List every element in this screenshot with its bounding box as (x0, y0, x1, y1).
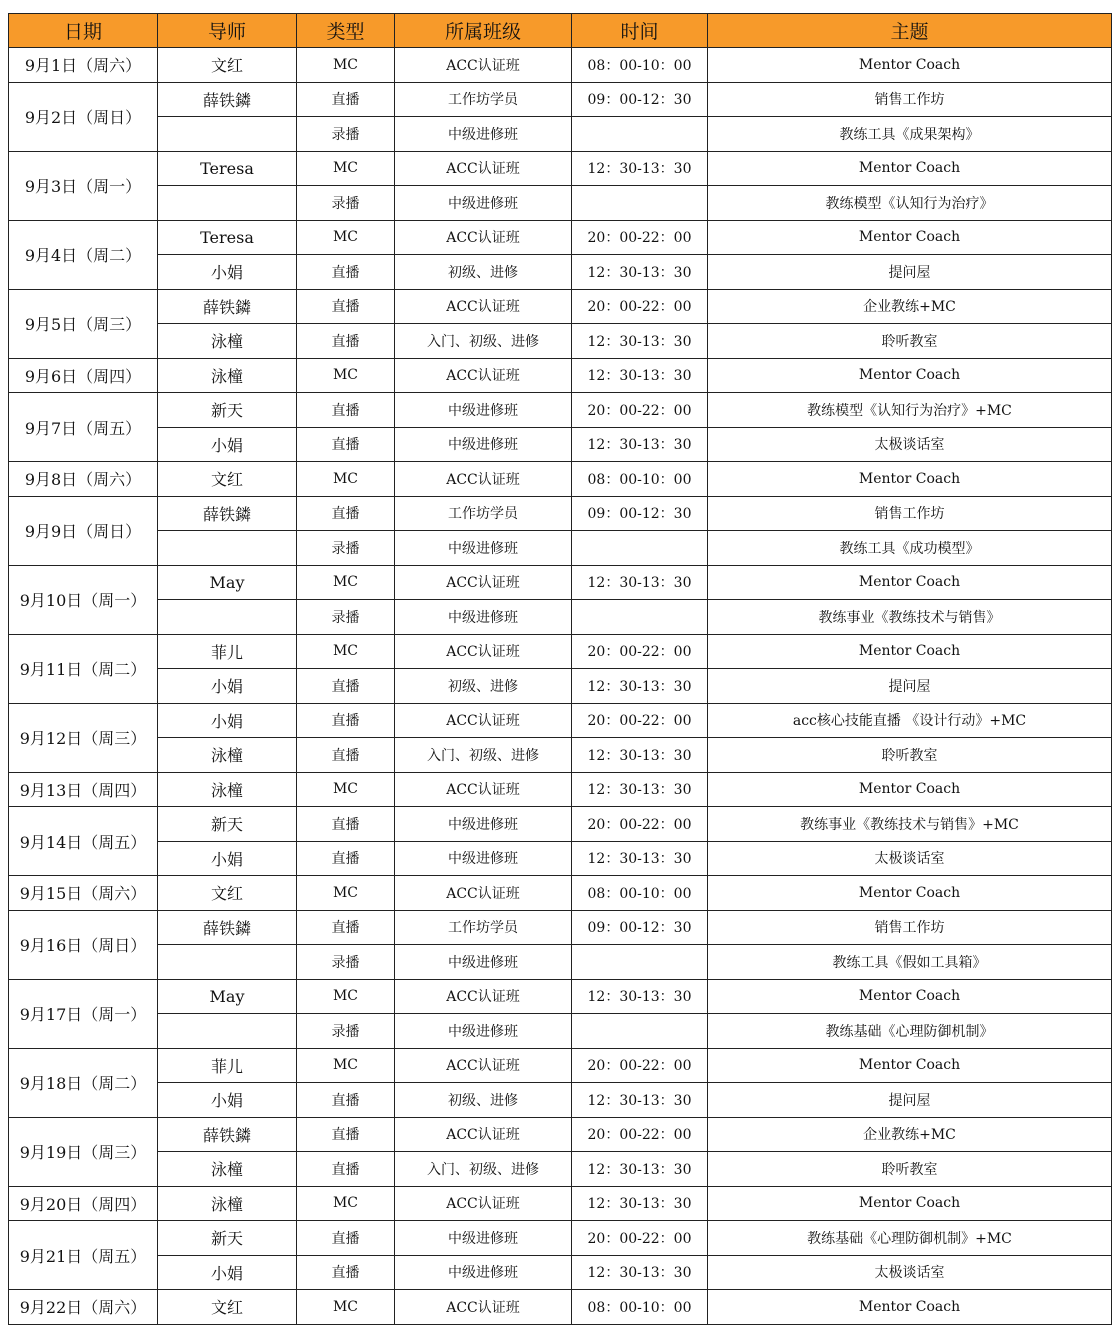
type-cell: 录播 (297, 186, 395, 221)
class-cell: 初级、进修 (395, 1083, 572, 1118)
date-cell: 9月11日（周二） (9, 634, 158, 703)
table-row (9, 1186, 1112, 1221)
date-cell: 9月4日（周二） (9, 220, 158, 289)
mentor-cell: Teresa (158, 151, 297, 186)
table-row (9, 186, 1112, 221)
topic-cell: 太极谈话室 (708, 841, 1112, 876)
topic-cell: 教练工具《成功模型》 (708, 531, 1112, 566)
time-cell: 12：30-13：30 (572, 979, 708, 1014)
table-row (9, 117, 1112, 152)
class-cell: 中级进修班 (395, 1221, 572, 1256)
class-cell: 中级进修班 (395, 945, 572, 980)
type-cell: MC (297, 1048, 395, 1083)
class-cell: 初级、进修 (395, 669, 572, 704)
topic-cell: Mentor Coach (708, 151, 1112, 186)
table-row (9, 1221, 1112, 1256)
date-cell: 9月21日（周五） (9, 1221, 158, 1290)
class-cell: ACC认证班 (395, 634, 572, 669)
type-cell: MC (297, 1290, 395, 1325)
class-cell: 初级、进修 (395, 255, 572, 290)
table-row (9, 669, 1112, 704)
mentor-cell: 泳橦 (158, 358, 297, 393)
class-cell: 中级进修班 (395, 531, 572, 566)
class-cell: 中级进修班 (395, 186, 572, 221)
mentor-cell: 小娟 (158, 427, 297, 462)
topic-cell: Mentor Coach (708, 1290, 1112, 1325)
type-cell: 直播 (297, 427, 395, 462)
time-cell: 12：30-13：30 (572, 841, 708, 876)
mentor-cell: 薛铁鏻 (158, 82, 297, 117)
header-class: 所属班级 (395, 14, 572, 48)
table-row (9, 220, 1112, 255)
table-row (9, 876, 1112, 911)
topic-cell: 教练工具《成果架构》 (708, 117, 1112, 152)
type-cell: 直播 (297, 1083, 395, 1118)
class-cell: ACC认证班 (395, 220, 572, 255)
class-cell: ACC认证班 (395, 151, 572, 186)
topic-cell: 提问屋 (708, 255, 1112, 290)
mentor-cell: 小娟 (158, 255, 297, 290)
topic-cell: 提问屋 (708, 669, 1112, 704)
table-row (9, 910, 1112, 945)
type-cell: MC (297, 1186, 395, 1221)
date-cell: 9月9日（周日） (9, 496, 158, 565)
mentor-cell: 新天 (158, 393, 297, 428)
date-cell: 9月22日（周六） (9, 1290, 158, 1325)
time-cell: 08：00-10：00 (572, 462, 708, 497)
table-row (9, 772, 1112, 807)
type-cell: MC (297, 634, 395, 669)
class-cell: ACC认证班 (395, 772, 572, 807)
mentor-cell: 文红 (158, 462, 297, 497)
table-row (9, 48, 1112, 83)
table-row (9, 600, 1112, 635)
class-cell: ACC认证班 (395, 1048, 572, 1083)
table-row (9, 358, 1112, 393)
class-cell: 工作坊学员 (395, 496, 572, 531)
class-cell: ACC认证班 (395, 703, 572, 738)
time-cell: 12：30-13：30 (572, 1152, 708, 1187)
table-row (9, 841, 1112, 876)
date-cell: 9月15日（周六） (9, 876, 158, 911)
class-cell: 中级进修班 (395, 600, 572, 635)
table-row (9, 427, 1112, 462)
table-header (9, 14, 1112, 48)
date-cell: 9月17日（周一） (9, 979, 158, 1048)
mentor-cell: 小娟 (158, 841, 297, 876)
topic-cell: 教练基础《心理防御机制》 (708, 1014, 1112, 1049)
mentor-cell: 薛铁鏻 (158, 910, 297, 945)
class-cell: 工作坊学员 (395, 82, 572, 117)
table-body (9, 48, 1112, 1325)
class-cell: ACC认证班 (395, 48, 572, 83)
table-row (9, 565, 1112, 600)
table-row (9, 979, 1112, 1014)
topic-cell: 教练事业《教练技术与销售》 (708, 600, 1112, 635)
date-cell: 9月1日（周六） (9, 48, 158, 83)
mentor-cell: 薛铁鏻 (158, 496, 297, 531)
time-cell (572, 531, 708, 566)
topic-cell: Mentor Coach (708, 772, 1112, 807)
type-cell: MC (297, 358, 395, 393)
time-cell: 20：00-22：00 (572, 1117, 708, 1152)
topic-cell: 教练基础《心理防御机制》+MC (708, 1221, 1112, 1256)
type-cell: 直播 (297, 255, 395, 290)
mentor-cell: 泳橦 (158, 324, 297, 359)
mentor-cell: 泳橦 (158, 738, 297, 773)
type-cell: MC (297, 979, 395, 1014)
date-cell: 9月5日（周三） (9, 289, 158, 358)
time-cell: 12：30-13：30 (572, 1083, 708, 1118)
table-row (9, 1083, 1112, 1118)
table-row (9, 807, 1112, 842)
date-cell: 9月16日（周日） (9, 910, 158, 979)
date-cell: 9月2日（周日） (9, 82, 158, 151)
table-row (9, 255, 1112, 290)
mentor-cell: 菲儿 (158, 1048, 297, 1083)
topic-cell: 教练模型《认知行为治疗》+MC (708, 393, 1112, 428)
mentor-cell: 文红 (158, 876, 297, 911)
mentor-cell (158, 945, 297, 980)
time-cell: 12：30-13：30 (572, 738, 708, 773)
time-cell: 09：00-12：30 (572, 910, 708, 945)
class-cell: ACC认证班 (395, 1186, 572, 1221)
date-cell: 9月3日（周一） (9, 151, 158, 220)
class-cell: ACC认证班 (395, 1117, 572, 1152)
topic-cell: Mentor Coach (708, 220, 1112, 255)
table-row (9, 462, 1112, 497)
date-cell: 9月10日（周一） (9, 565, 158, 634)
topic-cell: 聆听教室 (708, 1152, 1112, 1187)
class-cell: ACC认证班 (395, 289, 572, 324)
table-row (9, 531, 1112, 566)
mentor-cell: May (158, 979, 297, 1014)
class-cell: 中级进修班 (395, 427, 572, 462)
mentor-cell: 小娟 (158, 1255, 297, 1290)
type-cell: 直播 (297, 703, 395, 738)
time-cell (572, 600, 708, 635)
time-cell: 12：30-13：30 (572, 1186, 708, 1221)
type-cell: 直播 (297, 669, 395, 704)
header-type: 类型 (297, 14, 395, 48)
type-cell: 直播 (297, 1152, 395, 1187)
time-cell: 20：00-22：00 (572, 634, 708, 669)
class-cell: 中级进修班 (395, 841, 572, 876)
time-cell: 12：30-13：30 (572, 669, 708, 704)
date-cell: 9月6日（周四） (9, 358, 158, 393)
type-cell: 直播 (297, 496, 395, 531)
date-cell: 9月19日（周三） (9, 1117, 158, 1186)
mentor-cell: 文红 (158, 48, 297, 83)
topic-cell: 太极谈话室 (708, 427, 1112, 462)
topic-cell: 教练模型《认知行为治疗》 (708, 186, 1112, 221)
table-row (9, 1255, 1112, 1290)
type-cell: 录播 (297, 945, 395, 980)
date-cell: 9月8日（周六） (9, 462, 158, 497)
type-cell: 录播 (297, 117, 395, 152)
mentor-cell: 新天 (158, 807, 297, 842)
topic-cell: Mentor Coach (708, 565, 1112, 600)
type-cell: 直播 (297, 1221, 395, 1256)
mentor-cell (158, 186, 297, 221)
type-cell: MC (297, 876, 395, 911)
type-cell: MC (297, 220, 395, 255)
class-cell: ACC认证班 (395, 876, 572, 911)
mentor-cell: 菲儿 (158, 634, 297, 669)
header-time: 时间 (572, 14, 708, 48)
time-cell (572, 117, 708, 152)
topic-cell: 销售工作坊 (708, 82, 1112, 117)
mentor-cell: 文红 (158, 1290, 297, 1325)
type-cell: 直播 (297, 1117, 395, 1152)
time-cell: 20：00-22：00 (572, 1221, 708, 1256)
table-row (9, 82, 1112, 117)
type-cell: 直播 (297, 910, 395, 945)
class-cell: ACC认证班 (395, 358, 572, 393)
table-row (9, 634, 1112, 669)
mentor-cell: 小娟 (158, 669, 297, 704)
table-row (9, 151, 1112, 186)
class-cell: 中级进修班 (395, 1255, 572, 1290)
mentor-cell: 小娟 (158, 703, 297, 738)
mentor-cell: 小娟 (158, 1083, 297, 1118)
class-cell: ACC认证班 (395, 1290, 572, 1325)
table-row (9, 738, 1112, 773)
class-cell: 中级进修班 (395, 1014, 572, 1049)
time-cell: 20：00-22：00 (572, 807, 708, 842)
time-cell: 12：30-13：30 (572, 151, 708, 186)
type-cell: 直播 (297, 82, 395, 117)
time-cell: 20：00-22：00 (572, 289, 708, 324)
mentor-cell (158, 531, 297, 566)
table-row (9, 1117, 1112, 1152)
date-cell: 9月18日（周二） (9, 1048, 158, 1117)
topic-cell: 教练事业《教练技术与销售》+MC (708, 807, 1112, 842)
topic-cell: 教练工具《假如工具箱》 (708, 945, 1112, 980)
type-cell: MC (297, 151, 395, 186)
topic-cell: 企业教练+MC (708, 1117, 1112, 1152)
mentor-cell: 薛铁鏻 (158, 289, 297, 324)
table-row (9, 1152, 1112, 1187)
type-cell: 直播 (297, 324, 395, 359)
time-cell: 20：00-22：00 (572, 1048, 708, 1083)
time-cell: 09：00-12：30 (572, 496, 708, 531)
topic-cell: Mentor Coach (708, 979, 1112, 1014)
mentor-cell (158, 117, 297, 152)
time-cell: 08：00-10：00 (572, 876, 708, 911)
schedule-table (8, 13, 1112, 1325)
time-cell: 12：30-13：30 (572, 772, 708, 807)
mentor-cell: 新天 (158, 1221, 297, 1256)
table-row (9, 1048, 1112, 1083)
topic-cell: 企业教练+MC (708, 289, 1112, 324)
topic-cell: Mentor Coach (708, 634, 1112, 669)
type-cell: 直播 (297, 393, 395, 428)
class-cell: ACC认证班 (395, 979, 572, 1014)
topic-cell: Mentor Coach (708, 1048, 1112, 1083)
type-cell: 直播 (297, 1255, 395, 1290)
type-cell: 录播 (297, 600, 395, 635)
mentor-cell: May (158, 565, 297, 600)
class-cell: 中级进修班 (395, 117, 572, 152)
topic-cell: 聆听教室 (708, 324, 1112, 359)
mentor-cell: 泳橦 (158, 772, 297, 807)
time-cell: 20：00-22：00 (572, 393, 708, 428)
topic-cell: Mentor Coach (708, 1186, 1112, 1221)
topic-cell: 聆听教室 (708, 738, 1112, 773)
time-cell (572, 945, 708, 980)
mentor-cell: Teresa (158, 220, 297, 255)
time-cell: 12：30-13：30 (572, 1255, 708, 1290)
time-cell: 20：00-22：00 (572, 220, 708, 255)
type-cell: 直播 (297, 738, 395, 773)
class-cell: ACC认证班 (395, 565, 572, 600)
class-cell: 入门、初级、进修 (395, 324, 572, 359)
class-cell: 中级进修班 (395, 393, 572, 428)
mentor-cell: 薛铁鏻 (158, 1117, 297, 1152)
topic-cell: acc核心技能直播 《设计行动》+MC (708, 703, 1112, 738)
time-cell: 08：00-10：00 (572, 1290, 708, 1325)
type-cell: 录播 (297, 1014, 395, 1049)
type-cell: 直播 (297, 289, 395, 324)
table-row (9, 393, 1112, 428)
time-cell: 12：30-13：30 (572, 324, 708, 359)
topic-cell: Mentor Coach (708, 876, 1112, 911)
time-cell: 12：30-13：30 (572, 255, 708, 290)
type-cell: MC (297, 565, 395, 600)
date-cell: 9月13日（周四） (9, 772, 158, 807)
mentor-cell (158, 1014, 297, 1049)
mentor-cell (158, 600, 297, 635)
table-row (9, 324, 1112, 359)
type-cell: 直播 (297, 841, 395, 876)
header-mentor: 导师 (158, 14, 297, 48)
mentor-cell: 泳橦 (158, 1186, 297, 1221)
date-cell: 9月7日（周五） (9, 393, 158, 462)
table-row (9, 945, 1112, 980)
time-cell: 12：30-13：30 (572, 427, 708, 462)
type-cell: MC (297, 462, 395, 497)
time-cell: 20：00-22：00 (572, 703, 708, 738)
table-row (9, 1290, 1112, 1325)
time-cell: 12：30-13：30 (572, 565, 708, 600)
date-cell: 9月14日（周五） (9, 807, 158, 876)
header-topic: 主题 (708, 14, 1112, 48)
topic-cell: 销售工作坊 (708, 496, 1112, 531)
type-cell: MC (297, 48, 395, 83)
time-cell: 08：00-10：00 (572, 48, 708, 83)
date-cell: 9月20日（周四） (9, 1186, 158, 1221)
table-row (9, 496, 1112, 531)
table-row (9, 1014, 1112, 1049)
topic-cell: Mentor Coach (708, 462, 1112, 497)
time-cell (572, 186, 708, 221)
type-cell: 录播 (297, 531, 395, 566)
class-cell: 入门、初级、进修 (395, 738, 572, 773)
class-cell: 入门、初级、进修 (395, 1152, 572, 1187)
table-row (9, 289, 1112, 324)
type-cell: MC (297, 772, 395, 807)
time-cell (572, 1014, 708, 1049)
class-cell: 中级进修班 (395, 807, 572, 842)
time-cell: 12：30-13：30 (572, 358, 708, 393)
type-cell: 直播 (297, 807, 395, 842)
topic-cell: 提问屋 (708, 1083, 1112, 1118)
class-cell: 工作坊学员 (395, 910, 572, 945)
date-cell: 9月12日（周三） (9, 703, 158, 772)
class-cell: ACC认证班 (395, 462, 572, 497)
mentor-cell: 泳橦 (158, 1152, 297, 1187)
topic-cell: Mentor Coach (708, 48, 1112, 83)
header-row (9, 14, 1112, 48)
topic-cell: 太极谈话室 (708, 1255, 1112, 1290)
header-date: 日期 (9, 14, 158, 48)
topic-cell: 销售工作坊 (708, 910, 1112, 945)
time-cell: 09：00-12：30 (572, 82, 708, 117)
topic-cell: Mentor Coach (708, 358, 1112, 393)
table-row (9, 703, 1112, 738)
